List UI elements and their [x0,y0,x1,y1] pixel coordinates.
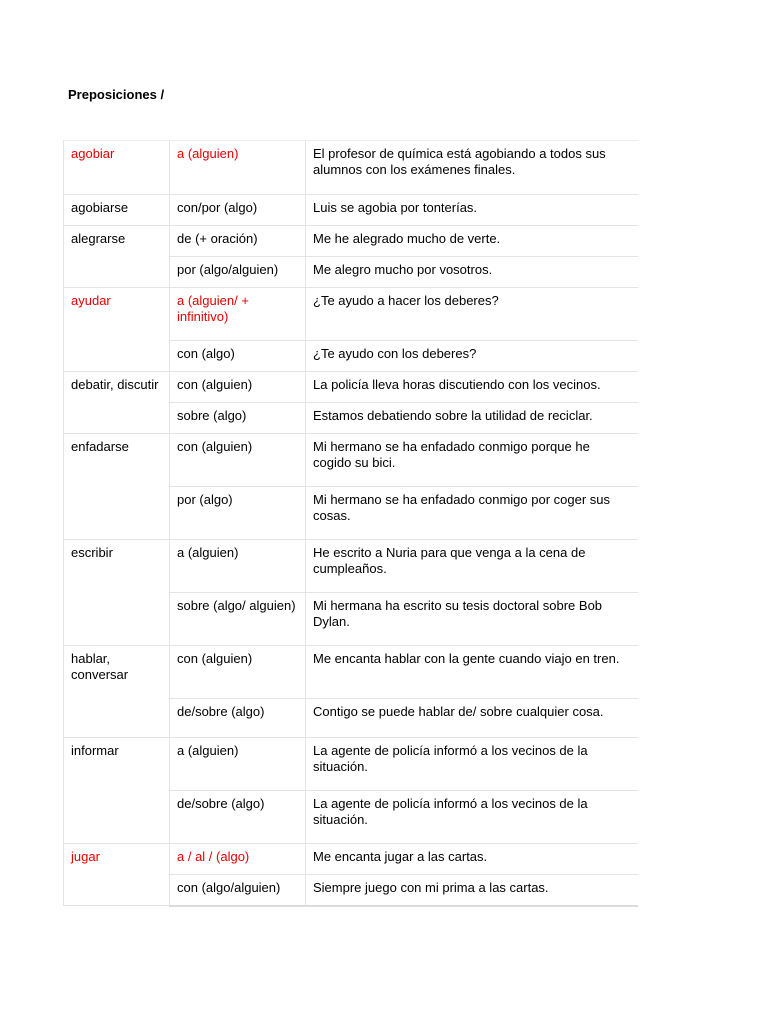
preposition-cell: con (alguien) [170,646,306,699]
example-cell: Mi hermano se ha enfadado conmigo porque he cogido su bici. [306,434,638,487]
example-cell: Me encanta jugar a las cartas. [306,844,638,875]
table-row [64,288,638,341]
preposition-cell: a / al / (algo) [170,844,306,875]
verb-cell: agobiarse [64,195,170,226]
verb-cell: ayudar [64,288,170,372]
table-row [64,141,638,195]
verb-cell: agobiar [64,141,170,195]
example-cell: ¿Te ayudo con los deberes? [306,341,638,372]
preposition-cell: a (alguien) [170,738,306,791]
table-row [64,540,638,593]
preposition-cell: sobre (algo/ alguien) [170,593,306,646]
preposition-cell: sobre (algo) [170,403,306,434]
example-cell: Mi hermano se ha enfadado conmigo por coger sus cosas. [306,487,638,540]
example-cell: Me he alegrado mucho de verte. [306,226,638,257]
table-body [64,141,638,906]
table-row [64,646,638,699]
example-cell: El profesor de química está agobiando a todos sus alumnos con los exámenes finales. [306,141,638,195]
prepositions-table [63,140,638,907]
table-row [64,738,638,791]
preposition-cell: por (algo/alguien) [170,257,306,288]
verb-cell: enfadarse [64,434,170,540]
preposition-cell: de (+ oración) [170,226,306,257]
example-cell: La agente de policía informó a los vecinos de la situación. [306,791,638,844]
preposition-cell: con (algo) [170,341,306,372]
preposition-cell: a (alguien/ + infinitivo) [170,288,306,341]
example-cell: He escrito a Nuria para que venga a la cena de cumpleaños. [306,540,638,593]
verb-cell: jugar [64,844,170,906]
preposition-cell: a (alguien) [170,540,306,593]
example-cell: Luis se agobia por tonterías. [306,195,638,226]
verb-cell: debatir, discutir [64,372,170,434]
example-cell: Siempre juego con mi prima a las cartas. [306,875,638,906]
page-title: Preposiciones / [68,87,165,102]
verb-cell: informar [64,738,170,844]
verb-cell: alegrarse [64,226,170,288]
table-row [64,372,638,403]
verb-cell: escribir [64,540,170,646]
preposition-cell: con (alguien) [170,372,306,403]
verb-cell: hablar, conversar [64,646,170,738]
preposition-cell: con (algo/alguien) [170,875,306,906]
example-cell: ¿Te ayudo a hacer los deberes? [306,288,638,341]
example-cell: Contigo se puede hablar de/ sobre cualquier cosa. [306,699,638,738]
example-cell: La policía lleva horas discutiendo con los vecinos. [306,372,638,403]
example-cell: Me alegro mucho por vosotros. [306,257,638,288]
preposition-cell: con/por (algo) [170,195,306,226]
preposition-cell: de/sobre (algo) [170,791,306,844]
table-row [64,195,638,226]
example-cell: Mi hermana ha escrito su tesis doctoral sobre Bob Dylan. [306,593,638,646]
preposition-cell: de/sobre (algo) [170,699,306,738]
example-cell: La agente de policía informó a los vecinos de la situación. [306,738,638,791]
table-row [64,434,638,487]
example-cell: Me encanta hablar con la gente cuando viajo en tren. [306,646,638,699]
table-row [64,844,638,875]
example-cell: Estamos debatiendo sobre la utilidad de reciclar. [306,403,638,434]
table-row [64,226,638,257]
preposition-cell: por (algo) [170,487,306,540]
preposition-cell: con (alguien) [170,434,306,487]
preposition-cell: a (alguien) [170,141,306,195]
